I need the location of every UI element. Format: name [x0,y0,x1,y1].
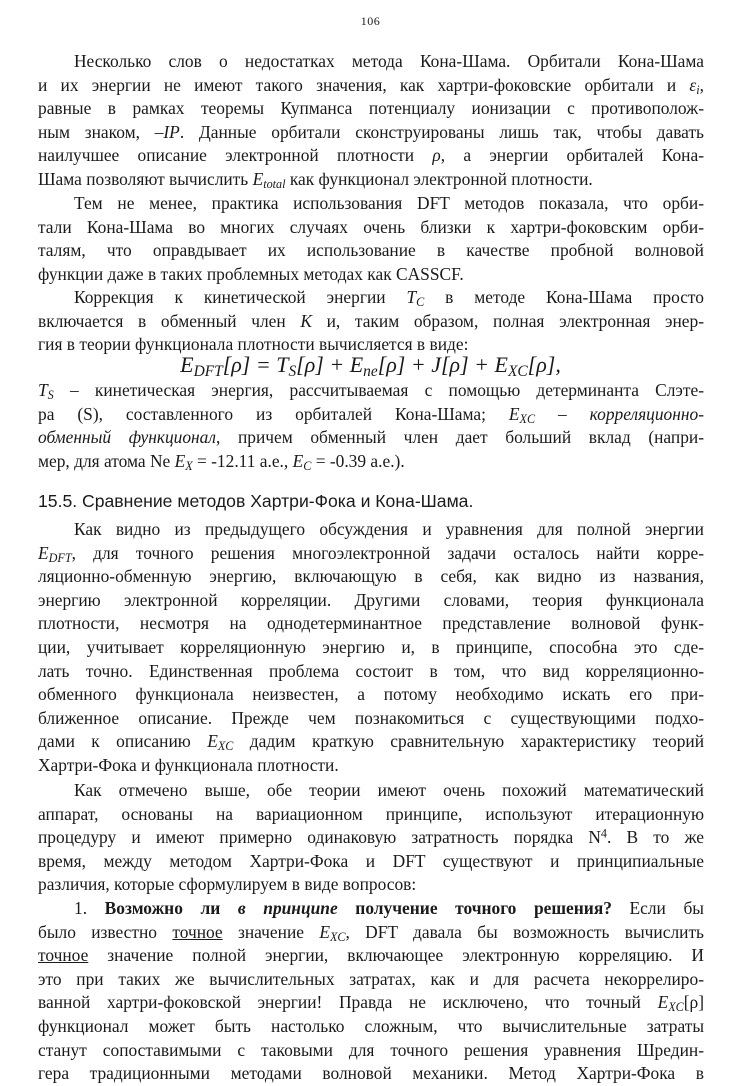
text-line: $E_{DFT}$, для точного решения многоэлектронной задачи осталось найти корре- [38,542,704,565]
text-line: гия в теории функционала плотности вычисляется в виде: [38,334,469,355]
paragraph-kohn-sham-drawbacks [38,50,704,192]
paragraph-kinetic-correction [38,286,704,357]
text-line: Как отмечено выше, обе теории имеют очень похожий математический [74,780,704,800]
page-number: 106 [360,14,381,28]
text-line: обменного функционала неизвестен, а потому необходимо искать его при- [38,684,704,705]
text-line: ции, учитывает корреляционную энергию и, в принципе, способна это сде- [38,636,704,657]
text-line: включается в обменный член K и, таким образом, полная электронная энер- [38,310,704,331]
text-line: различия, которые сформулируем в виде вопросов: [38,874,417,895]
text-line: ванной хартри-фоковской энергии! Правда не исключено, что точный $E_{XC}[\rho]$ [38,992,704,1015]
text-line: $T_S$ – кинетическая энергия, рассчитываемая с помощью детерминанта Слэте- [38,380,704,403]
text-line: ра (S), составленного из орбиталей Кона-Шама; $E_{XC}$ – корреляционно- [38,403,704,426]
text-line: плотности, несмотря на однодетерминантное представление волновой функ- [38,613,704,634]
text-line: было известно точное значение $E_{XC}$, DFT давала бы возможность вычислить [38,921,704,944]
text-line: Шама позволяют вычислить $E_{total}$ как функционал электронной плотности. [38,168,593,191]
text-line: гера традиционными методами волновой механики. Метод Хартри-Фока в [38,1063,704,1084]
text-line: ляционно-обменную энергию, включающую в себя, как видно из названия, [38,566,704,587]
text-line: Несколько слов о недостатках метода Кона-Шама. Орбитали Кона-Шама [74,51,704,71]
text-line: точное значение полной энергии, включающее электронную корреляцию. И [38,945,704,966]
text-line: энергию электронной корреляции. Другими словами, теория функционала [38,589,704,610]
text-line: функционал может быть настолько сложным, что вычислительные затраты [38,1015,704,1036]
text-line: талям, что оправдывает их использование в качестве пробной волновой [38,240,704,261]
text-line: наилучшее описание электронной плотности ρ, а энергии орбиталей Кона- [38,145,704,166]
text-line: процедуру и имеют примерно одинаковую затратность порядка $N^4$. В то же [38,826,704,848]
text-line: ближенное описание. Прежде чем познакомиться с существующими подхо- [38,707,704,728]
paragraph-formula-terms [38,379,704,473]
section-title: 15.5. Сравнение методов Хартри-Фока и Кона-Шама. [38,491,474,511]
text-line: равные в рамках теоремы Купманса потенциалу ионизации с противополож- [38,98,704,119]
text-line: время, между методом Хартри-Фока и DFT существуют и принципиальные [38,850,704,871]
text-line: дами к описанию $E_{XC}$ дадим краткую сравнительную характеристику теорий [38,731,704,754]
text-line: 1. Возможно ли в принципе получение точного решения? Если бы [74,898,704,918]
text-line: это при таких же вычислительных затратах, как и для расчета некоррелиро- [38,968,704,989]
text-line: Как видно из предыдущего обсуждения и уравнения для полной энергии [74,519,704,539]
text-line: тали Кона-Шама во многих случаях очень близки к хартри-фоковским орби- [38,216,704,237]
text-line: аппарат, основаны на вариационном принципе, используют итерационную [38,803,704,824]
text-line: и их энергии не имеют такого значения, как хартри-фоковские орбитали и $\varepsilon_i$, [38,74,704,97]
paragraph-dft-practice [38,192,704,286]
text-line: лать точно. Единственная проблема состоит в том, что вид корреляционно- [38,660,704,681]
paragraph-comparison-intro [38,518,704,778]
text-line: мер, для атома Ne $E_X = -12.11$ а.е., $E_C = -0.39$ а.е.). [38,450,405,473]
text-line: Коррекция к кинетической энергии $T_C$ в методе Кона-Шама просто [74,287,704,310]
paragraph-question-1 [38,897,704,1086]
text-line: функции даже в таких проблемных методах как CASSCF. [38,263,464,284]
paragraph-similarities [38,779,704,897]
text-line: ным знаком, –IP. Данные орбитали сконструированы лишь так, чтобы давать [38,121,704,142]
text-line: обменный функционал, причем обменный член дает больший вклад (напри- [38,427,704,448]
text-line: Хартри-Фока и функционала плотности. [38,754,339,775]
dft-energy-formula: $E_{DFT}[\rho] = T_S[\rho] + E_{ne}[\rho] + J[\rho] + E_{XC}[\rho]$, [180,352,561,380]
text-line: станут сопоставимыми с таковыми для точного решения уравнения Шредин- [38,1039,704,1060]
text-line: Тем не менее, практика использования DFT методов показала, что орби- [74,193,704,213]
